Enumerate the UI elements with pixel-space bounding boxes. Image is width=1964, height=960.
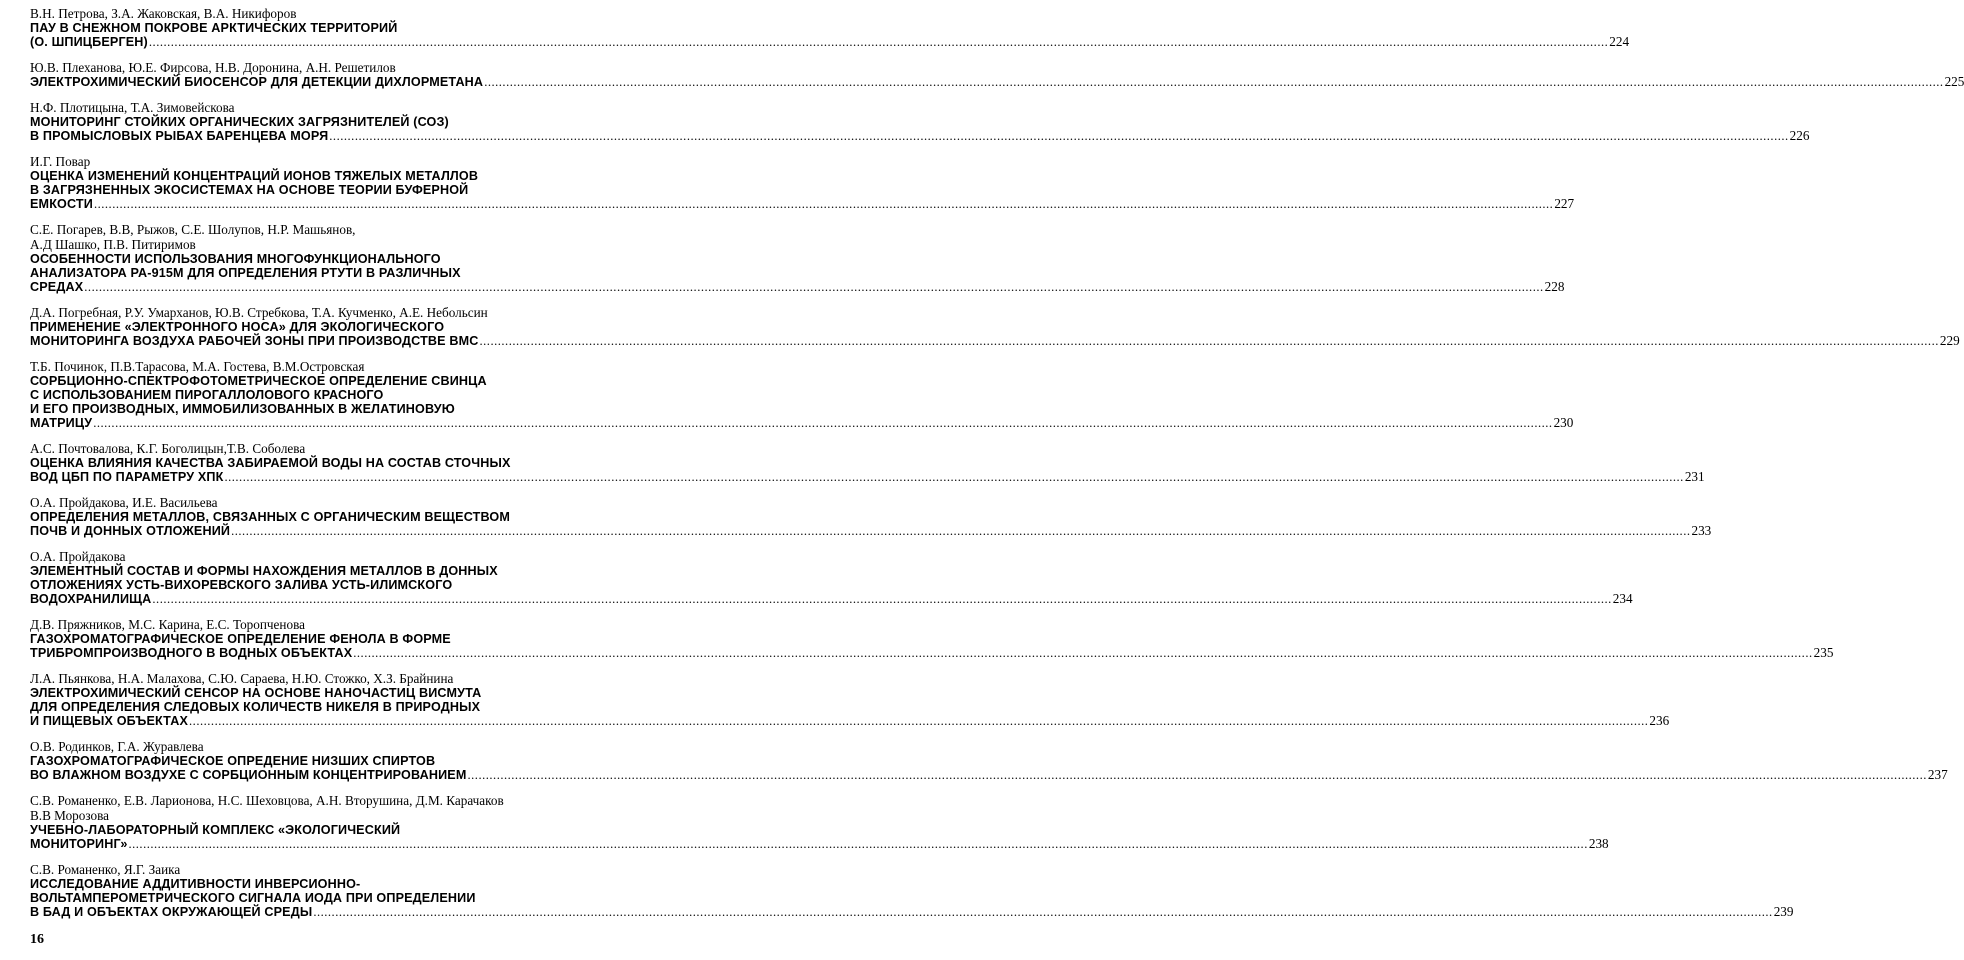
- entry-title-line: ЭЛЕКТРОХИМИЧЕСКИЙ БИОСЕНСОР ДЛЯ ДЕТЕКЦИИ ДИХЛОРМЕТАНА: [30, 75, 484, 89]
- entry-authors: Ю.В. Плеханова, Ю.Е. Фирсова, Н.В. Доронина, А.Н. Решетилов: [30, 60, 396, 75]
- entry-title-last-line: [30, 279, 1565, 294]
- entry-title-line: ЕМКОСТИ: [30, 197, 93, 211]
- dot-leader: ................................................................................................................................................................................................................................................................................................................................................................................................................: [148, 35, 1609, 49]
- entry-authors: И.Г. Повар: [30, 154, 91, 169]
- entry-authors: С.Е. Погарев, В.В, Рыжов, С.Е. Шолупов, Н.Р. Машьянов,: [30, 222, 356, 237]
- dot-leader: ................................................................................................................................................................................................................................................................................................................................................................................................................: [329, 129, 1789, 143]
- dot-leader: ................................................................................................................................................................................................................................................................................................................................................................................................................: [353, 646, 1813, 660]
- toc-entry: [30, 6, 1630, 49]
- dot-leader: ................................................................................................................................................................................................................................................................................................................................................................................................................: [84, 280, 1544, 294]
- entry-page-number[interactable]: 226: [1789, 128, 1810, 143]
- entry-title-line: ОТЛОЖЕНИЯХ УСТЬ-ВИХОРЕВСКОГО ЗАЛИВА УСТЬ-ИЛИМСКОГО: [30, 578, 453, 592]
- dot-leader: ................................................................................................................................................................................................................................................................................................................................................................................................................: [467, 768, 1927, 782]
- entry-title-line: ДЛЯ ОПРЕДЕЛЕНИЯ СЛЕДОВЫХ КОЛИЧЕСТВ НИКЕЛЯ В ПРИРОДНЫХ: [30, 700, 481, 714]
- entry-title-line: ГАЗОХРОМАТОГРАФИЧЕСКОЕ ОПРЕДЕНИЕ НИЗШИХ СПИРТОВ: [30, 754, 436, 768]
- entry-authors: В.Н. Петрова, З.А. Жаковская, В.А. Никифоров: [30, 6, 297, 21]
- entry-authors: С.В. Романенко, Я.Г. Заика: [30, 862, 181, 877]
- entry-title-line: ЭЛЕМЕНТНЫЙ СОСТАВ И ФОРМЫ НАХОЖДЕНИЯ МЕТАЛЛОВ В ДОННЫХ: [30, 564, 498, 578]
- toc-entry: [30, 154, 1575, 211]
- entry-authors: С.В. Романенко, Е.В. Ларионова, Н.С. Шеховцова, А.Н. Вторушина, Д.М. Карачаков: [30, 793, 504, 808]
- toc-entry: [30, 617, 1834, 660]
- entry-title-last-line: [30, 591, 1633, 606]
- entry-authors: О.А. Пройдакова, И.Е. Васильева: [30, 495, 218, 510]
- entry-title-last-line: [30, 645, 1834, 660]
- entry-page-number[interactable]: 239: [1773, 904, 1794, 919]
- entry-title-last-line: [30, 836, 1609, 851]
- toc-entry: [30, 100, 1810, 143]
- dot-leader: ................................................................................................................................................................................................................................................................................................................................................................................................................: [484, 75, 1944, 89]
- entry-authors: О.А. Пройдакова: [30, 549, 126, 564]
- dot-leader: ................................................................................................................................................................................................................................................................................................................................................................................................................: [313, 905, 1773, 919]
- entry-authors: Д.В. Пряжников, М.С. Карина, Е.С. Торопченова: [30, 617, 305, 632]
- entry-title-line: ПАУ В СНЕЖНОМ ПОКРОВЕ АРКТИЧЕСКИХ ТЕРРИТОРИЙ: [30, 21, 398, 35]
- entry-title-last-line: [30, 196, 1575, 211]
- entry-title-line: АНАЛИЗАТОРА РА-915М ДЛЯ ОПРЕДЕЛЕНИЯ РТУТИ В РАЗЛИЧНЫХ: [30, 266, 461, 280]
- entry-page-number[interactable]: 228: [1544, 279, 1565, 294]
- toc-entry: [30, 359, 1574, 430]
- entry-title-line: ПРИМЕНЕНИЕ «ЭЛЕКТРОННОГО НОСА» ДЛЯ ЭКОЛОГИЧЕСКОГО: [30, 320, 445, 334]
- entry-title-last-line: [30, 34, 1630, 49]
- toc-entry: [30, 305, 1960, 348]
- dot-leader: ................................................................................................................................................................................................................................................................................................................................................................................................................: [152, 592, 1612, 606]
- entry-title-last-line: [30, 713, 1670, 728]
- entry-title-line: СРЕДАХ: [30, 280, 84, 294]
- entry-page-number[interactable]: 231: [1684, 469, 1705, 484]
- entry-title-line: И ПИЩЕВЫХ ОБЪЕКТАХ: [30, 714, 189, 728]
- entry-title-line: С ИСПОЛЬЗОВАНИЕМ ПИРОГАЛЛОЛОВОГО КРАСНОГО: [30, 388, 384, 402]
- entry-authors: Д.А. Погребная, Р.У. Умарханов, Ю.В. Стребкова, Т.А. Кучменко, А.Е. Небольсин: [30, 305, 488, 320]
- entry-title-last-line: [30, 523, 1712, 538]
- entry-page-number[interactable]: 227: [1554, 196, 1575, 211]
- entry-title-line: ЭЛЕКТРОХИМИЧЕСКИЙ СЕНСОР НА ОСНОВЕ НАНОЧАСТИЦ ВИСМУТА: [30, 686, 482, 700]
- entry-page-number[interactable]: 235: [1813, 645, 1834, 660]
- entry-title-last-line: [30, 469, 1705, 484]
- entry-title-line: МОНИТОРИНГ СТОЙКИХ ОРГАНИЧЕСКИХ ЗАГРЯЗНИТЕЛЕЙ (СОЗ): [30, 115, 449, 129]
- entry-title-line: ПОЧВ И ДОННЫХ ОТЛОЖЕНИЙ: [30, 524, 231, 538]
- dot-leader: ................................................................................................................................................................................................................................................................................................................................................................................................................: [128, 837, 1588, 851]
- entry-page-number[interactable]: 225: [1944, 74, 1964, 89]
- entry-page-number[interactable]: 238: [1588, 836, 1609, 851]
- entry-title-line: ВОДОХРАНИЛИЩА: [30, 592, 152, 606]
- dot-leader: ................................................................................................................................................................................................................................................................................................................................................................................................................: [93, 416, 1553, 430]
- toc-entry: [30, 739, 1948, 782]
- entry-authors: О.В. Родинков, Г.А. Журавлева: [30, 739, 204, 754]
- toc-entry: [30, 862, 1794, 919]
- entry-title-line: МОНИТОРИНГА ВОЗДУХА РАБОЧЕЙ ЗОНЫ ПРИ ПРОИЗВОДСТВЕ ВМС: [30, 334, 479, 348]
- entry-page-number[interactable]: 233: [1691, 523, 1712, 538]
- entry-title-line: ГАЗОХРОМАТОГРАФИЧЕСКОЕ ОПРЕДЕЛЕНИЕ ФЕНОЛА В ФОРМЕ: [30, 632, 451, 646]
- entry-authors: Т.Б. Починок, П.В.Тарасова, М.А. Гостева, В.М.Островская: [30, 359, 365, 374]
- entry-title-line: И ЕГО ПРОИЗВОДНЫХ, ИММОБИЛИЗОВАННЫХ В ЖЕЛАТИНОВУЮ: [30, 402, 455, 416]
- entry-title-last-line: [30, 128, 1810, 143]
- entry-title-last-line: [30, 904, 1794, 919]
- entry-page-number[interactable]: 236: [1649, 713, 1670, 728]
- entry-title-line: ВОЛЬТАМПЕРОМЕТРИЧЕСКОГО СИГНАЛА ИОДА ПРИ ОПРЕДЕЛЕНИИ: [30, 891, 476, 905]
- entry-page-number[interactable]: 229: [1939, 333, 1960, 348]
- dot-leader: ................................................................................................................................................................................................................................................................................................................................................................................................................: [189, 714, 1649, 728]
- dot-leader: ................................................................................................................................................................................................................................................................................................................................................................................................................: [479, 334, 1939, 348]
- toc-entry: [30, 671, 1670, 728]
- entry-title-line: ИССЛЕДОВАНИЕ АДДИТИВНОСТИ ИНВЕРСИОННО-: [30, 877, 361, 891]
- entry-title-line: ОЦЕНКА ВЛИЯНИЯ КАЧЕСТВА ЗАБИРАЕМОЙ ВОДЫ НА СОСТАВ СТОЧНЫХ: [30, 456, 511, 470]
- entry-title-line: (О. ШПИЦБЕРГЕН): [30, 35, 148, 49]
- entry-title-line: В БАД И ОБЪЕКТАХ ОКРУЖАЮЩЕЙ СРЕДЫ: [30, 905, 313, 919]
- entry-title-line: ВО ВЛАЖНОМ ВОЗДУХЕ С СОРБЦИОННЫМ КОНЦЕНТРИРОВАНИЕМ: [30, 768, 467, 782]
- entry-authors: Л.А. Пьянкова, Н.А. Малахова, С.Ю. Сараева, Н.Ю. Стожко, Х.З. Брайнина: [30, 671, 454, 686]
- dot-leader: ................................................................................................................................................................................................................................................................................................................................................................................................................: [231, 524, 1691, 538]
- entry-page-number[interactable]: 230: [1553, 415, 1574, 430]
- entry-authors: А.С. Почтовалова, К.Г. Боголицын,Т.В. Соболева: [30, 441, 306, 456]
- entry-title-line: В ПРОМЫСЛОВЫХ РЫБАХ БАРЕНЦЕВА МОРЯ: [30, 129, 329, 143]
- entry-title-line: ОПРЕДЕЛЕНИЯ МЕТАЛЛОВ, СВЯЗАННЫХ С ОРГАНИЧЕСКИМ ВЕЩЕСТВОМ: [30, 510, 510, 524]
- entry-title-last-line: [30, 415, 1574, 430]
- toc-entry: [30, 222, 1565, 294]
- toc-entry: [30, 495, 1712, 538]
- entry-authors: А.Д Шашко, П.В. Питиримов: [30, 237, 196, 252]
- entry-page-number[interactable]: 224: [1609, 34, 1630, 49]
- table-of-contents: [30, 6, 1964, 930]
- entry-title-line: ОЦЕНКА ИЗМЕНЕНИЙ КОНЦЕНТРАЦИЙ ИОНОВ ТЯЖЕЛЫХ МЕТАЛЛОВ: [30, 169, 479, 183]
- entry-title-last-line: [30, 333, 1960, 348]
- toc-entry: [30, 60, 1964, 89]
- entry-title-line: ВОД ЦБП ПО ПАРАМЕТРУ ХПК: [30, 470, 224, 484]
- toc-entry: [30, 549, 1633, 606]
- entry-title-line: В ЗАГРЯЗНЕННЫХ ЭКОСИСТЕМАХ НА ОСНОВЕ ТЕОРИИ БУФЕРНОЙ: [30, 183, 469, 197]
- entry-title-last-line: [30, 74, 1964, 89]
- toc-entry: [30, 793, 1609, 851]
- entry-page-number[interactable]: 237: [1927, 767, 1948, 782]
- entry-title-last-line: [30, 767, 1948, 782]
- entry-title-line: МАТРИЦУ: [30, 416, 93, 430]
- entry-authors: В.В Морозова: [30, 808, 109, 823]
- dot-leader: ................................................................................................................................................................................................................................................................................................................................................................................................................: [93, 197, 1554, 211]
- page-number: 16: [30, 932, 44, 947]
- entry-title-line: УЧЕБНО-ЛАБОРАТОРНЫЙ КОМПЛЕКС «ЭКОЛОГИЧЕСКИЙ: [30, 823, 401, 837]
- entry-page-number[interactable]: 234: [1612, 591, 1633, 606]
- entry-title-line: ТРИБРОМПРОИЗВОДНОГО В ВОДНЫХ ОБЪЕКТАХ: [30, 646, 353, 660]
- dot-leader: ................................................................................................................................................................................................................................................................................................................................................................................................................: [224, 470, 1684, 484]
- entry-authors: Н.Ф. Плотицына, Т.А. Зимовейскова: [30, 100, 235, 115]
- entry-title-line: ОСОБЕННОСТИ ИСПОЛЬЗОВАНИЯ МНОГОФУНКЦИОНАЛЬНОГО: [30, 252, 441, 266]
- entry-title-line: МОНИТОРИНГ»: [30, 837, 128, 851]
- toc-entry: [30, 441, 1705, 484]
- entry-title-line: СОРБЦИОННО-СПЕКТРОФОТОМЕТРИЧЕСКОЕ ОПРЕДЕЛЕНИЕ СВИНЦА: [30, 374, 487, 388]
